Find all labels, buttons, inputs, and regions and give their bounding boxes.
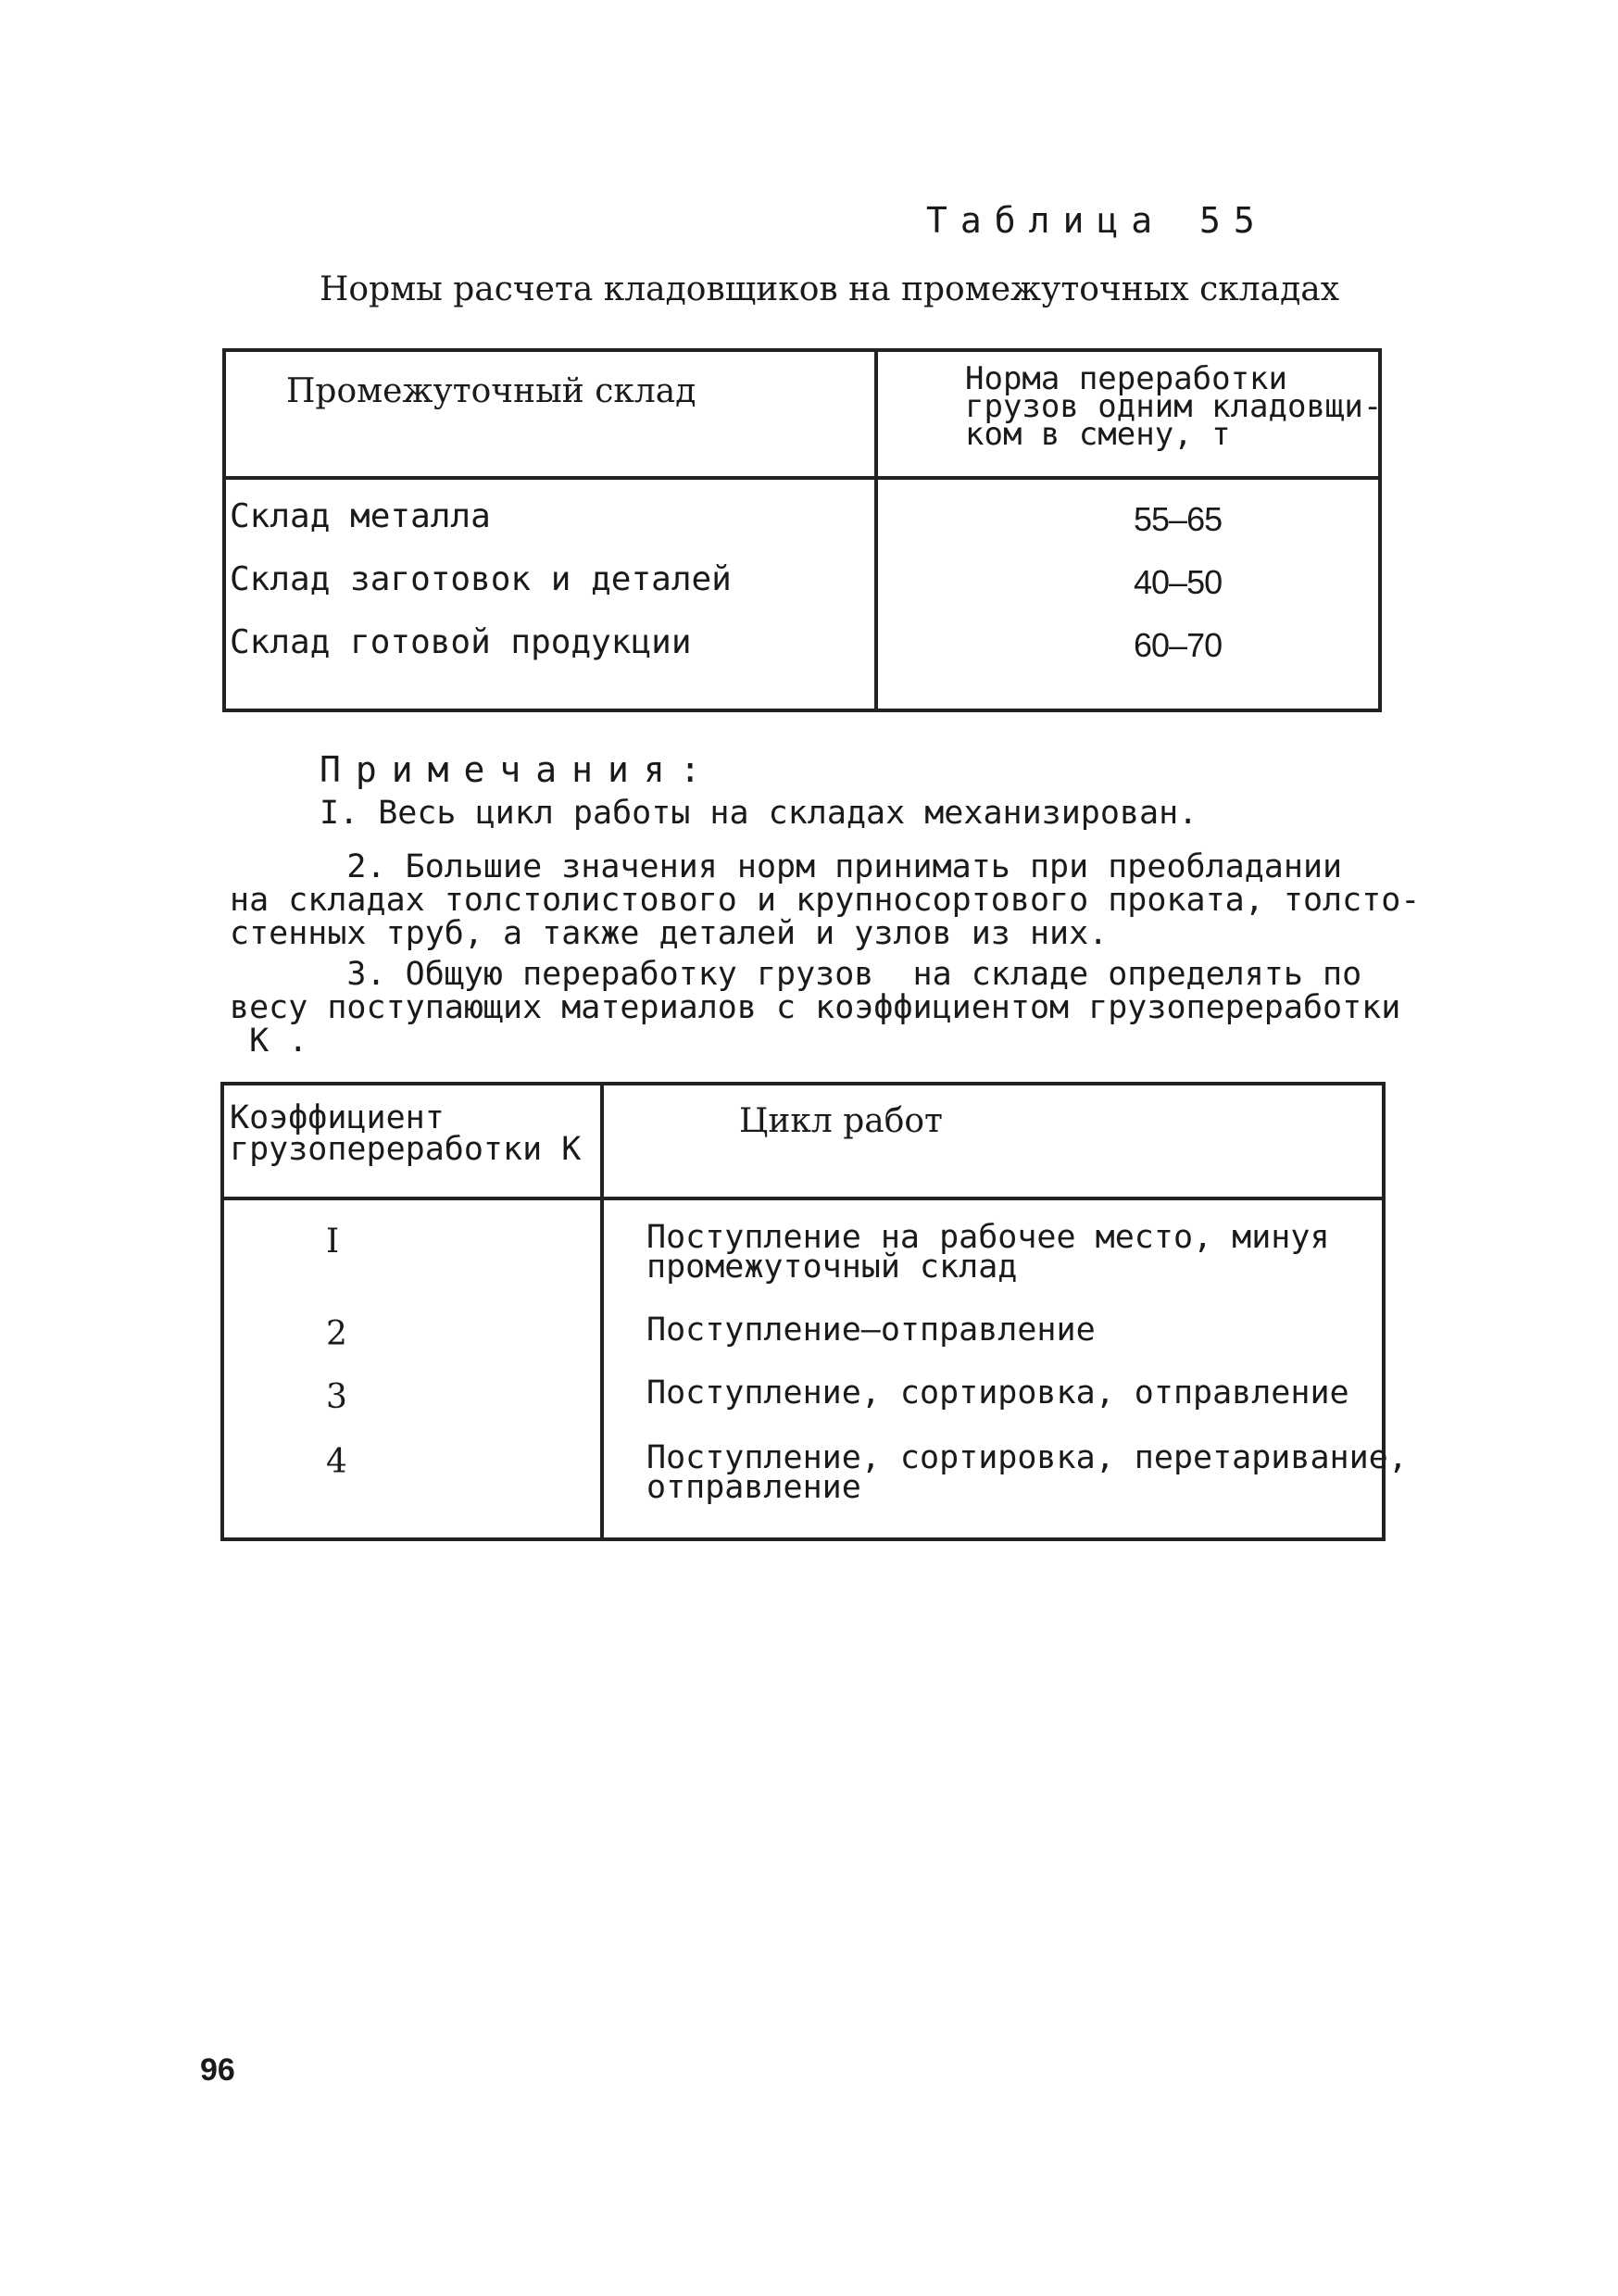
header-divider	[224, 1197, 1382, 1200]
note-3: 3. Общую переработку грузов на складе определять по весу поступающих материалов с коэффициентом грузопереработки K .	[230, 956, 1401, 1060]
work-cycle: Поступление на рабочее место, минуя промежуточный склад	[646, 1219, 1330, 1286]
column-divider	[600, 1085, 604, 1537]
table-title: Нормы расчета кладовщиков на промежуточных складах	[320, 270, 1340, 308]
warehouse-name: Склад заготовок и деталей	[230, 560, 732, 598]
coefficient-value: 2	[326, 1315, 347, 1353]
coefficient-value: 4	[326, 1443, 347, 1481]
table-row	[226, 623, 1378, 689]
header-norm: Норма переработки грузов одним кладовщи- ком в смену, т	[965, 360, 1383, 453]
norm-value: 55–65	[1134, 500, 1223, 538]
table-row	[226, 560, 1378, 626]
notes-title: Примечания:	[320, 749, 716, 790]
warehouse-name: Склад металла	[230, 497, 491, 535]
header-divider	[226, 476, 1378, 480]
work-cycle: Поступление–отправление	[646, 1311, 1096, 1349]
page-number: 96	[200, 2052, 235, 2088]
norm-value: 40–50	[1134, 563, 1223, 601]
table-row	[226, 497, 1378, 563]
note-2: 2. Большие значения норм принимать при преобладании на складах толстолистового и крупносортового проката, толсто- стенных труб, а также деталей и узлов из них.	[230, 848, 1421, 952]
norm-value: 60–70	[1134, 626, 1223, 664]
warehouse-norms-table	[222, 348, 1382, 712]
coefficient-value: 3	[326, 1378, 347, 1416]
header-work-cycle: Цикл работ	[739, 1102, 943, 1140]
coefficient-value: I	[326, 1223, 340, 1261]
work-cycle: Поступление, сортировка, отправление	[646, 1374, 1349, 1411]
table-label: Таблица 55	[926, 200, 1268, 241]
note-1: I. Весь цикл работы на складах механизирован.	[320, 795, 1198, 832]
cargo-coefficient-table	[220, 1082, 1408, 1541]
header-warehouse: Промежуточный склад	[286, 372, 696, 410]
header-coefficient: Коэффициент грузопереработки K	[230, 1099, 582, 1168]
warehouse-name: Склад готовой продукции	[230, 623, 692, 661]
work-cycle: Поступление, сортировка, перетаривание, отправление	[646, 1439, 1408, 1506]
